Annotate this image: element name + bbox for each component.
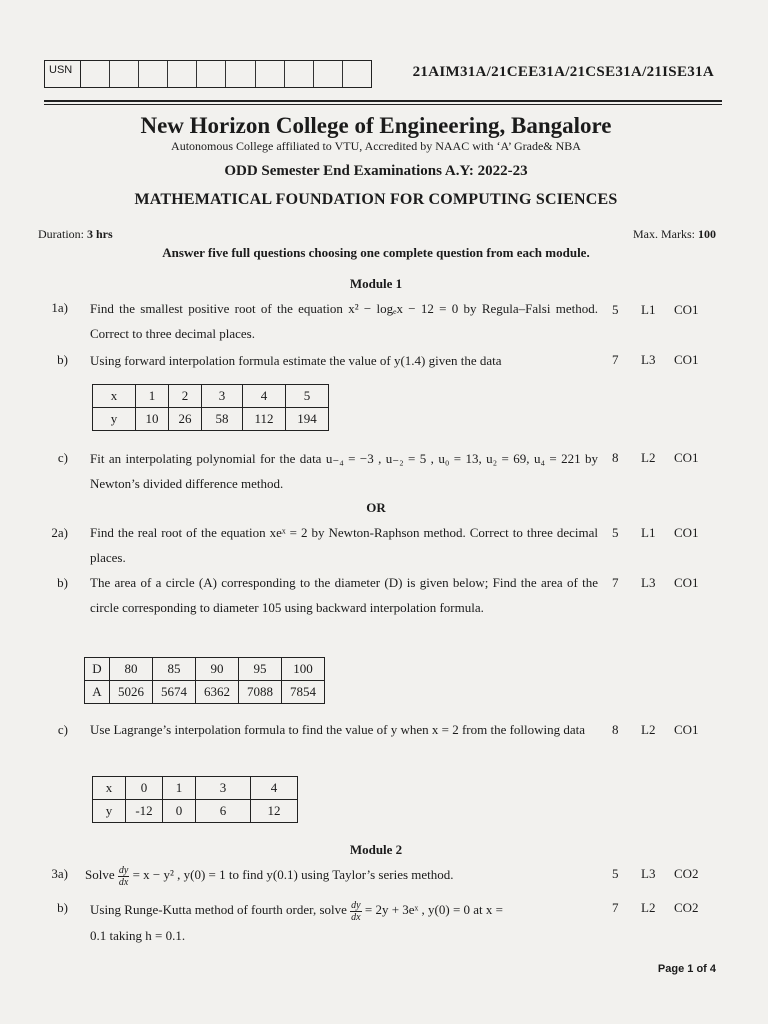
max-marks: [633, 227, 716, 242]
table-cell: 95: [239, 658, 282, 681]
question-marks: 7: [612, 575, 619, 590]
table-cell: 1: [163, 777, 196, 800]
usn-cell: [256, 61, 285, 87]
module-heading: Module 2: [349, 842, 403, 857]
question-level: L2: [641, 722, 656, 737]
table-cell: 4: [243, 385, 286, 408]
table-cell: 5026: [110, 681, 153, 704]
fraction-numerator: dy: [118, 864, 129, 876]
question-text-post: = x − y² , y(0) = 1 to find y(0.1) using Taylor’s series method.: [132, 867, 454, 882]
table-row: [85, 658, 325, 681]
table-cell: 7854: [282, 681, 325, 704]
table-cell: A: [85, 681, 110, 704]
question-text: [85, 862, 593, 888]
question-text: [90, 897, 598, 948]
question-number: 2a): [51, 525, 68, 540]
question-co: CO1: [674, 722, 699, 737]
usn-cell: [285, 61, 314, 87]
question-number: 3a): [51, 866, 68, 881]
table-cell: 12: [251, 800, 298, 823]
data-table: [92, 384, 329, 431]
question-text: Find the real root of the equation xeˣ = 2 by Newton-Raphson method. Correct to three decimal places.: [90, 525, 598, 565]
table-cell: 1: [136, 385, 169, 408]
subject-title: MATHEMATICAL FOUNDATION FOR COMPUTING SCIENCES: [134, 191, 618, 208]
or-separator: OR: [366, 500, 386, 515]
table-cell: 194: [286, 408, 329, 431]
question-marks: 8: [612, 722, 619, 737]
question-text: Using forward interpolation formula estimate the value of y(1.4) given the data: [90, 353, 502, 368]
table-cell: 6: [196, 800, 251, 823]
duration: [38, 227, 113, 242]
table-cell: 85: [153, 658, 196, 681]
usn-cell: [197, 61, 226, 87]
usn-cell: [314, 61, 343, 87]
question-marks: 8: [612, 450, 619, 465]
question-number: c): [57, 722, 68, 737]
question-co: CO2: [674, 866, 699, 881]
fraction-numerator: dy: [351, 899, 361, 911]
table-cell: 100: [282, 658, 325, 681]
question-number: c): [57, 450, 68, 465]
module-heading: Module 1: [349, 276, 403, 291]
table-cell: 5: [286, 385, 329, 408]
question-level: L3: [641, 575, 656, 590]
max-marks-value: 100: [698, 227, 716, 241]
exam-title: ODD Semester End Examinations A.Y: 2022-23: [224, 163, 528, 179]
fraction-denominator: dx: [118, 876, 129, 888]
question-co: CO1: [674, 525, 699, 540]
usn-box: [44, 60, 372, 88]
question-text: Use Lagrange’s interpolation formula to find the value of y when x = 2 from the following data: [90, 722, 586, 737]
table-cell: 90: [196, 658, 239, 681]
table-cell: y: [93, 800, 126, 823]
table-cell: D: [85, 658, 110, 681]
max-marks-label: Max. Marks:: [633, 227, 695, 241]
question-text: Find the smallest positive root of the equation x² − logₑx − 12 = 0 by Regula–Falsi method. Correct to three decimal places.: [90, 301, 598, 341]
header-rule: [44, 104, 722, 105]
table-cell: 7088: [239, 681, 282, 704]
page-number: Page 1 of 4: [657, 963, 716, 975]
question-level: L2: [641, 900, 656, 915]
question-marks: 5: [612, 302, 619, 317]
table-cell: x: [93, 777, 126, 800]
header-rule: [44, 100, 722, 102]
question-level: L1: [641, 302, 656, 317]
question-co: CO1: [674, 352, 699, 367]
usn-cell: [168, 61, 197, 87]
question-number: b): [57, 900, 68, 915]
question-number: 1a): [51, 300, 68, 315]
question-level: L2: [641, 450, 656, 465]
table-cell: 0: [126, 777, 163, 800]
table-row: [85, 681, 325, 704]
table-row: [93, 385, 329, 408]
fraction-denominator: dx: [351, 911, 361, 923]
usn-cell: [343, 61, 371, 87]
instructions: Answer five full questions choosing one complete question from each module.: [162, 245, 590, 260]
question-co: CO1: [674, 450, 699, 465]
question-marks: 7: [612, 900, 619, 915]
question-text: The area of a circle (A) corresponding to the diameter (D) is given below; Find the area of the circle corresponding to diameter 105 using backward interpolation formula.: [90, 575, 598, 615]
table-cell: 26: [169, 408, 202, 431]
usn-label: USN: [45, 61, 81, 87]
data-table: [92, 776, 298, 823]
table-cell: 0: [163, 800, 196, 823]
affiliation: Autonomous College affiliated to VTU, Accredited by NAAC with ‘A’ Grade& NBA: [171, 139, 581, 153]
question-text-line2: 0.1 taking h = 0.1.: [90, 927, 186, 943]
table-cell: 2: [169, 385, 202, 408]
question-number: b): [57, 352, 68, 367]
table-row: [93, 777, 298, 800]
table-cell: -12: [126, 800, 163, 823]
usn-cell: [139, 61, 168, 87]
question-number: b): [57, 575, 68, 590]
duration-value: 3 hrs: [87, 227, 113, 241]
table-cell: 6362: [196, 681, 239, 704]
course-codes: 21AIM31A/21CEE31A/21CSE31A/21ISE31A: [412, 64, 714, 80]
question-level: L1: [641, 525, 656, 540]
table-row: [93, 800, 298, 823]
table-cell: 58: [202, 408, 243, 431]
question-co: CO2: [674, 900, 699, 915]
duration-label: Duration:: [38, 227, 84, 241]
table-row: [93, 408, 329, 431]
question-text-pre: Solve: [85, 867, 115, 882]
table-cell: 3: [202, 385, 243, 408]
table-cell: 112: [243, 408, 286, 431]
table-cell: x: [93, 385, 136, 408]
table-cell: 3: [196, 777, 251, 800]
question-marks: 5: [612, 525, 619, 540]
usn-cell: [226, 61, 255, 87]
college-name: New Horizon College of Engineering, Bangalore: [140, 113, 612, 138]
question-co: CO1: [674, 302, 699, 317]
question-marks: 7: [612, 352, 619, 367]
table-cell: y: [93, 408, 136, 431]
table-cell: 5674: [153, 681, 196, 704]
question-marks: 5: [612, 866, 619, 881]
derivative-fraction: [118, 865, 129, 888]
question-text: Fit an interpolating polynomial for the data u₋₄ = −3 , u₋₂ = 5 , u₀ = 13, u₂ = 69, u₄ = 221 by Newton’s divided difference method.: [90, 451, 598, 491]
question-co: CO1: [674, 575, 699, 590]
question-text-pre: Using Runge-Kutta method of fourth order, solve: [90, 902, 347, 917]
table-cell: 80: [110, 658, 153, 681]
usn-cell: [110, 61, 139, 87]
question-level: L3: [641, 866, 656, 881]
table-cell: 10: [136, 408, 169, 431]
table-cell: 4: [251, 777, 298, 800]
question-text-post: = 2y + 3eˣ , y(0) = 0 at x =: [364, 902, 504, 917]
data-table: [84, 657, 325, 704]
derivative-fraction: [350, 900, 361, 923]
question-level: L3: [641, 352, 656, 367]
usn-cell: [81, 61, 110, 87]
